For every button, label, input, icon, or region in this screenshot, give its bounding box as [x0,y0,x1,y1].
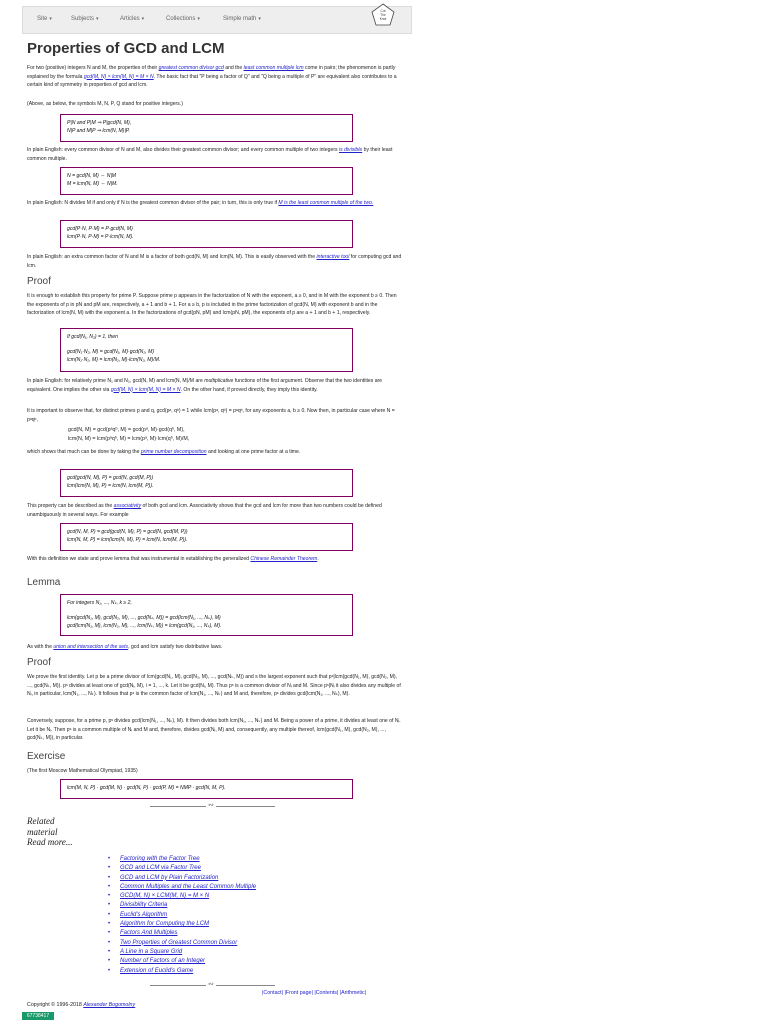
author-link[interactable]: Alexander Bogomolny [83,1002,136,1008]
box-line: lcm(lcm(N, M), P) = lcm(N, lcm(M, P)). [67,483,154,489]
footer-links[interactable]: |Contact| |Front page| |Contents| |Arithmetic| [262,990,367,996]
link-associativity[interactable]: associativity [113,503,142,509]
list-item [108,948,256,957]
divider-ornament-icon: ∾ [208,802,214,809]
top-navigation [22,6,412,34]
related-material-heading [27,816,73,848]
related-link[interactable]: Two Properties of Greatest Common Divisor [120,939,238,946]
associativity-note: This property can be described as the associativity of both gcd and lcm. Associativity shows that the gcd and lcm for more than two numbers could be defined unambiguously in several ways. For example [27,503,382,518]
divider [150,981,275,988]
plain-english-2: In plain English: N divides M if and only if N is the greatest common divisor of the pair; in turn, this is only true if M is the least common multiple of the two. [27,200,374,206]
link-lcm[interactable]: least common multiple lcm [243,65,304,71]
logo-text-1: Cut [380,9,386,13]
nav-subjects[interactable]: Subjects ▾ [71,16,99,22]
link-gcd-lcm-formula[interactable]: gcd(M, N) × lcm(M, N) = M × N [83,73,154,80]
list-item [108,883,256,892]
page-title: Properties of GCD and LCM [27,40,225,57]
heading-exercise: Exercise [27,751,66,762]
plain-english-1: In plain English: every common divisor of N and M, also divides their greatest common divisor; and every common multiple of two integers is divisible by their least common multiple. [27,147,393,162]
nav-simple-math[interactable]: Simple math ▾ [223,16,261,22]
list-item [108,892,256,901]
bullet-icon: • [108,930,111,937]
bullet-icon: • [108,865,111,872]
cut-the-knot-logo-icon[interactable] [370,2,396,28]
crt-note: With this definition we state and prove lemma that was instrumental in establishing the generalized Chinese Remainder Theorem. [27,556,319,562]
related-label: material [27,826,58,837]
box-line: gcd(N₁·N₂, M) = gcd(N₁, M)·gcd(N₂, M) [67,349,155,355]
divider-ornament-icon: ∾ [208,981,214,988]
bullet-icon: • [108,911,111,918]
plain-english-3: In plain English: an extra common factor of N and M is a factor of both gcd(N, M) and lcm(N, M). This is easily observed with the interactive tool for computing gcd and lcm. [27,254,402,269]
link-chinese-remainder-theorem[interactable]: Chinese Remainder Theorem [250,556,318,562]
plain-english-4: In plain English: for relatively prime N₁ and N₂, gcd(N, M) and lcm(N, M)/M are multiplicative functions of the first argument. Observe that the two identities are equivalent. One implies the other via gcd(M, N) × lcm(M, N) = M × N. On the other hand, if proved directly, they imply this identity. [27,378,383,393]
related-link[interactable]: GCD(M, N) × LCM(M, N) = M × N [120,893,210,900]
nav-articles[interactable]: Articles ▾ [120,16,145,22]
link-lcm-of-two[interactable]: M is the least common multiple of the two. [278,200,374,206]
proof-1-text: It is enough to establish this property for prime P. Suppose prime p appears in the factorization of N with the exponent, a ≥ 0, and in M with the exponent b ≥ 0. Then the exponents of p in pN and pM are, respectively, a + 1 and b + 1. For a ≥ b, p is included in the prime factorization of gcd(N, M) with exponent b and in the factorization of lcm(N, M) with the exponent a. In the factorizations of gcd(pN, pM) and lcm(pN, pM), the exponents of p are a + 1 and b + 1, respectively. [27,293,397,316]
list-item [108,920,256,929]
related-link[interactable]: Factoring with the Factor Tree [120,856,200,862]
related-label: Related [27,816,55,826]
decomposition-note: which shows that much can be done by taking the prime number decomposition and looking at one prime factor at a time. [27,449,301,455]
related-link[interactable]: GCD and LCM by Plain Factorization [120,874,219,881]
bullet-icon: • [108,939,111,946]
identity-box-6 [60,523,353,551]
box-line: gcd(N, M, P) = gcd(gcd(N, M), P) = gcd(N, gcd(M, P)) [67,529,188,535]
box-line: lcm(M, N, P) · gcd(M, N) · gcd(N, P) · gcd(P, M) = NMP · gcd(N, M, P). [67,785,226,791]
formula-lcm: lcm(N, M) = lcm(pᵃqᵇ, M) = lcm(pᵃ, M)·lcm(qᵇ, M)/M, [68,436,190,442]
related-link[interactable]: Common Multiples and the Least Common Multiple [120,883,257,890]
bullet-icon: • [108,948,111,955]
list-item [108,957,256,966]
box-line: If gcd(N₁, N₂) = 1, then [67,334,118,340]
exercise-box [60,779,353,799]
list-item [108,874,256,883]
copyright: Copyright © 1996-2018 Alexander Bogomolny [27,1002,136,1008]
bullet-icon: • [108,921,111,928]
list-item [108,911,256,920]
box-line: lcm(P·N, P·M) = P·lcm(N, M). [67,234,134,240]
box-line: lcm(N₁·N₂, M) = lcm(N₁, M)·lcm(N₂, M)/M. [67,357,161,363]
prime-observation: It is important to observe that, for distinct primes p and q, gcd(pᵃ, qᵇ) = 1 while lcm(pᵃ, qᵇ) = pᵃqᵇ, for any exponents a, b ≥ 0. Now then, in particular case where N = pᵃqᵇ, [27,408,395,423]
box-line: gcd(P·N, P·M) = P·gcd(N, M) [67,226,133,232]
identity-box-3 [60,220,353,248]
link-is-divisible[interactable]: is divisible [339,147,363,153]
heading-proof-2: Proof [27,657,51,668]
link-union-intersection[interactable]: union and intersection of the sets [53,644,129,650]
link-gcd-lcm-identity[interactable]: gcd(M, N) × lcm(M, N) = M × N [110,386,181,393]
box-line: M = lcm(N, M) ⇔ N|M. [67,181,118,187]
related-link[interactable]: Divisibility Criteria [120,902,168,909]
box-line: N = gcd(N, M) ⇔ N|M [67,173,117,179]
related-link[interactable]: GCD and LCM via Factor Tree [120,865,201,872]
heading-proof-1: Proof [27,276,51,287]
box-line: gcd(lcm(N₁, M), lcm(N₂, M), ..., lcm(Nₖ, M)) = lcm(gcd(N₁, ..., Nₖ), M). [67,623,222,629]
intro-paragraph: For two (positive) integers N and M, the properties of their greatest common divisor gcd and the least common multiple lcm come in pairs; the phenomenon is partly explained by the formula gcd(M, N) × lcm(M, N) = M × N. The basic fact that "P being a factor of Q" and "Q being a multiple of P" are equivalent also contributes to a certain kind of symmetry in properties of gcd and lcm. [27,65,397,88]
identity-box-2 [60,167,353,195]
identity-box-4 [60,328,353,372]
bullet-icon: • [108,902,111,909]
read-more-link[interactable]: Read more... [27,837,73,847]
box-line: gcd(gcd(N, M), P) = gcd(N, gcd(M, P)) [67,475,154,481]
box-line: For integers N₁, ..., Nₖ, k ≥ 2, [67,600,132,606]
heading-lemma: Lemma [27,577,61,588]
bullet-icon: • [108,893,111,900]
box-line: lcm(N, M, P) = lcm(lcm(N, M), P) = lcm(N, lcm(M, P)). [67,537,188,543]
link-interactive-tool[interactable]: interactive tool [316,254,350,260]
link-gcd[interactable]: greatest common divisor gcd [158,65,224,71]
logo-text-3: Knot [379,17,387,21]
list-item [108,929,256,938]
lemma-box [60,594,353,636]
proof-2-part-2: Conversely, suppose, for a prime p, pˢ divides gcd(lcm(N₁, ..., Nₖ), M). It then divides both lcm(N₁, ..., Nₖ) and M. Being a power of a prime, it divides at least one of Nᵢ. Let it be Nᵢ. Then pˢ is a common multiple of Nᵢ and M and, therefore, divides gcd(Nᵢ, M) and, consequently, any multiple thereof, lcm(gcd(N₁, M), gcd(N₂, M), ..., gcd(Nₖ, M)), in particular. [27,718,401,741]
notation-note: (Above, as below, the symbols M, N, P, Q stand for positive integers.) [27,101,183,107]
identity-box-5 [60,469,353,497]
related-link[interactable]: Number of Factors of an Integer [120,958,206,965]
related-link[interactable]: Factors And Multiples [120,930,178,937]
box-line: lcm(gcd(N₁, M), gcd(N₂, M), ..., gcd(Nₖ, M)) = gcd(lcm(N₁, ..., Nₖ), M) [67,615,221,621]
nav-collections[interactable]: Collections ▾ [166,16,200,22]
list-item [108,855,256,864]
bullet-icon: • [108,856,111,862]
identity-box-1 [60,114,353,142]
list-item [108,901,256,910]
nav-site[interactable]: Site ▾ [37,16,52,22]
box-line: P|N and P|M ⇒ P|gcd(N, M), [67,120,132,126]
related-links-list [108,855,256,976]
formula-gcd: gcd(N, M) = gcd(pᵃqᵇ, M) = gcd(pᵃ, M)·gcd(qᵇ, M), [68,427,185,433]
related-link[interactable]: Extension of Euclid's Game [120,967,194,974]
bullet-icon: • [108,874,111,881]
visitor-counter: 67738417 [22,1012,54,1020]
related-link[interactable]: Algorithm for Computing the LCM [120,921,210,928]
divider [150,802,275,809]
emphasis-multiplicative: multiplicative [204,378,234,384]
related-link[interactable]: Euclid's Algorithm [120,911,168,918]
list-item [108,939,256,948]
logo-text-2: The [380,13,386,17]
bullet-icon: • [108,967,111,974]
exercise-source: (The first Moscow Mathematical Olympiad, 1935) [27,768,138,774]
proof-2-part-1: We prove the first identity. Let p be a prime divisor of lcm(gcd(N₁, M), gcd(N₂, M), ..., gcd(Nₖ, M)) and s the largest exponent such that pˢ|lcm(gcd(N₁, M), gcd(N₂, M), ..., gcd(Nₖ, M)). pˢ divides at least one of gcd(Nᵢ, M), i = 1, ..., k. Let it be gcd(Nᵢ, M). Thus pˢ is a common divisor of Nᵢ and M. Since pˢ|Nᵢ it also divides any multiple of Nᵢ, in particular, lcm(N₁, ..., Nₖ). It follows that pˢ is the common factor of lcm(N₁, ..., Nₖ) and M and, therefore, pˢ divides gcd(lcm(N₁, ..., Nₖ), M). [27,674,401,697]
box-line: N|P and M|P ⇒ lcm(N, M)|P. [67,128,130,134]
bullet-icon: • [108,883,111,890]
link-prime-decomposition[interactable]: prime number decomposition [140,449,207,455]
related-link[interactable]: A Line in a Square Grid [120,948,183,955]
list-item [108,967,256,976]
bullet-icon: • [108,958,111,965]
list-item [108,864,256,873]
distributive-note: As with the union and intersection of the sets, gcd and lcm satisfy two distributive laws. [27,644,223,650]
